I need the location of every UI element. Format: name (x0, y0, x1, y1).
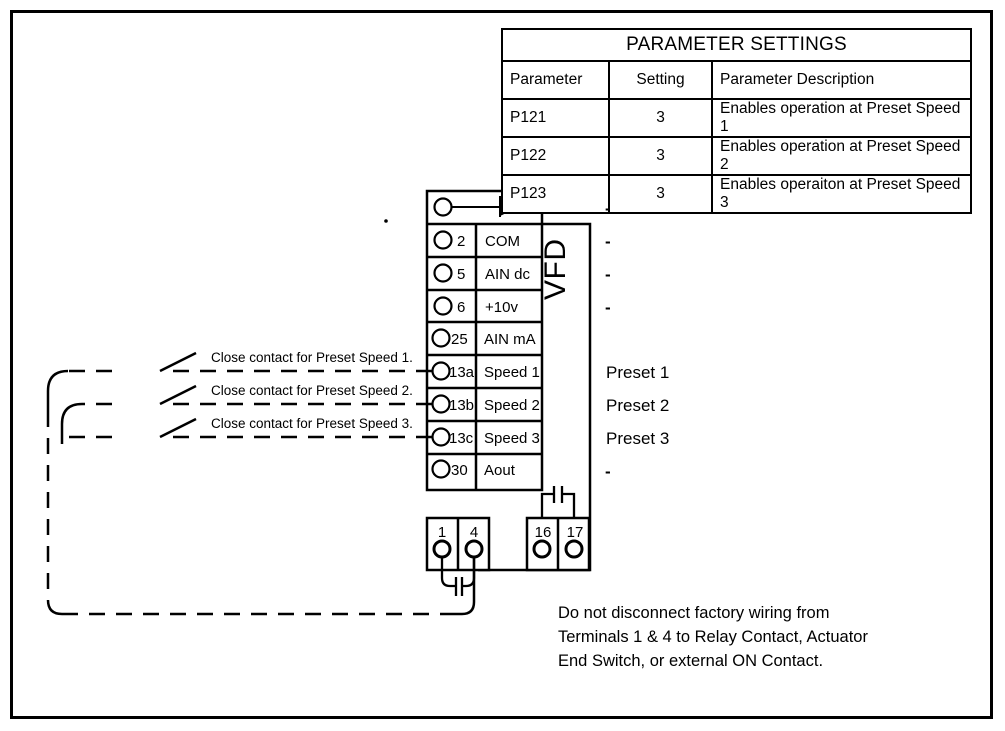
terminal-name-speed-3: Speed 3 (484, 430, 540, 447)
footer-note: Do not disconnect factory wiring from Terminals 1 & 4 to Relay Contact, Actuator End Switch, or external ON Contact. (558, 604, 868, 670)
contact-label-preset-2: Close contact for Preset Speed 2. (211, 383, 413, 398)
relay-terminal-label-16: 16 (534, 524, 552, 541)
vfd-label: VFD (539, 238, 572, 300)
right-label-preset-3: Preset 3 (606, 429, 670, 448)
terminal-dot-25 (433, 330, 450, 347)
relay-contact-symbol (542, 486, 574, 518)
terminal-name-ain-ma: AIN mA (484, 331, 536, 348)
contact-label-preset-3: Close contact for Preset Speed 3. (211, 416, 413, 431)
terminal-number-13c: 13c (449, 430, 474, 447)
right-label-aout: - (605, 462, 611, 481)
terminal-dot-13a (433, 363, 450, 380)
terminal-dot-13b (433, 396, 450, 413)
cell-setting: 3 (609, 137, 712, 175)
right-label-plus-10v: - (605, 298, 611, 317)
terminal-number-25: 25 (451, 331, 468, 348)
right-label-ain-dc: - (605, 265, 611, 284)
terminal-dot-6 (435, 298, 452, 315)
right-label-preset-1: Preset 1 (606, 363, 670, 382)
stray-dot (384, 219, 388, 223)
right-label-preset-2: Preset 2 (606, 396, 670, 415)
terminal-name-speed-1: Speed 1 (484, 364, 540, 381)
terminal-name-speed-2: Speed 2 (484, 397, 540, 414)
terminal-dot-30 (433, 461, 450, 478)
power-terminal-dot-4 (466, 541, 482, 557)
cell-parameter: P121 (502, 99, 609, 137)
power-terminal-label-4: 4 (469, 524, 479, 541)
terminal-number-13b: 13b (449, 397, 475, 414)
terminal-dot-2 (435, 232, 452, 249)
terminal-number-2: 2 (457, 233, 466, 250)
cell-description: Enables operation at Preset Speed 2 (712, 137, 971, 175)
terminal-number-6: 6 (457, 299, 466, 316)
right-label-com: - (605, 232, 611, 251)
table-row (502, 137, 971, 175)
column-header-setting: Setting (609, 61, 712, 99)
contact-label-preset-1: Close contact for Preset Speed 1. (211, 350, 413, 365)
power-terminal-label-1: 1 (437, 524, 447, 541)
relay-terminal-label-17: 17 (566, 524, 584, 541)
terminal-name-com: COM (485, 233, 520, 250)
terminal-dot-13c (433, 429, 450, 446)
cell-description: Enables operaiton at Preset Speed 3 (712, 175, 971, 213)
terminal-name-aout: Aout (484, 462, 515, 479)
power-terminal-dot-1 (434, 541, 450, 557)
terminal-number-5: 5 (457, 266, 466, 283)
table-row (502, 99, 971, 137)
cell-description: Enables operation at Preset Speed 1 (712, 99, 971, 137)
table-title-row (502, 29, 971, 61)
terminal-name-plus-10v: +10v (485, 299, 518, 316)
cell-parameter: P122 (502, 137, 609, 175)
common-return-wire (48, 411, 452, 614)
cell-parameter: P123 (502, 175, 609, 213)
terminal-number-13a: 13a (449, 364, 475, 381)
column-header-parameter: Parameter (502, 61, 609, 99)
table-header-row (502, 61, 971, 99)
terminal-name-ain-dc: AIN dc (485, 266, 531, 283)
terminal-dot-5 (435, 265, 452, 282)
cell-setting: 3 (609, 175, 712, 213)
right-label-top: - (605, 199, 611, 218)
relay-terminal-dot-17 (566, 541, 582, 557)
column-header-description: Parameter Description (712, 61, 971, 99)
terminal-number-30: 30 (451, 462, 468, 479)
relay-terminal-dot-16 (534, 541, 550, 557)
table-title: PARAMETER SETTINGS (502, 29, 971, 61)
cell-setting: 3 (609, 99, 712, 137)
terminal-dot-top (435, 199, 452, 216)
